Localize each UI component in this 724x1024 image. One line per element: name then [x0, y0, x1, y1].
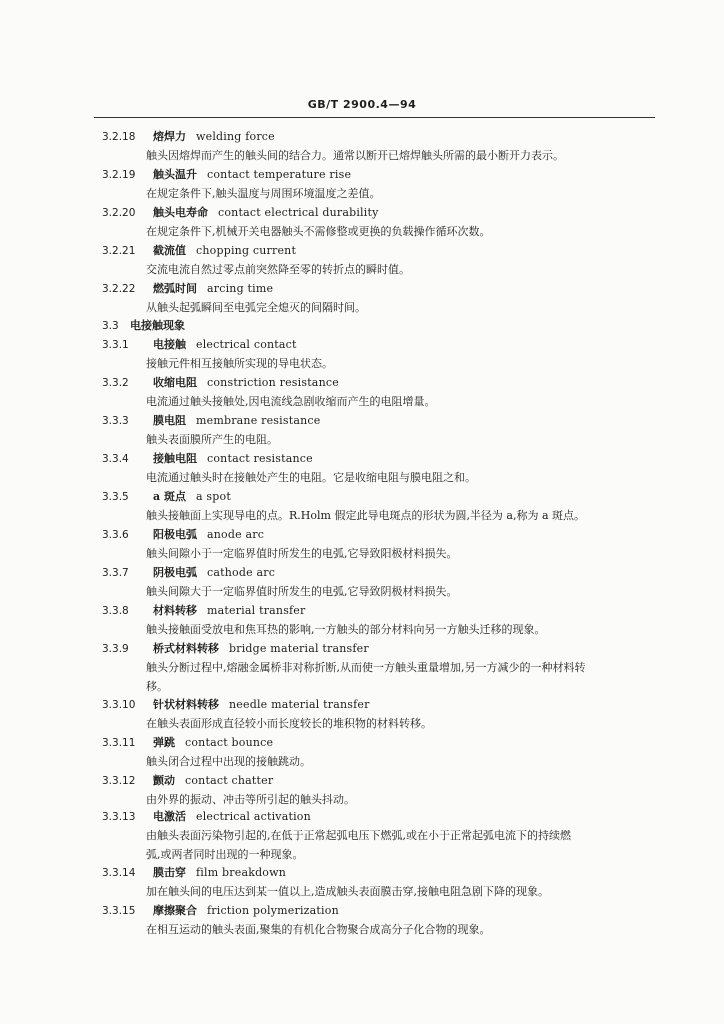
definition-line [0, 224, 724, 240]
term-heading [0, 809, 724, 825]
term-number: 3.2.18 [102, 131, 136, 143]
term-number: 3.3.6 [102, 529, 129, 541]
definition-line [0, 508, 724, 524]
term-chinese: 电接触现象 [130, 319, 185, 332]
term-heading [0, 281, 724, 297]
term-definition: 触头间隙大于一定临界值时所发生的电弧,它导致阴极材料损失。 [146, 585, 458, 598]
term-definition: 从触头起弧瞬间至电弧完全熄灭的间隔时间。 [146, 301, 366, 314]
term-number: 3.3.10 [102, 699, 136, 711]
term-chinese: 针状材料转移 [153, 698, 219, 711]
term-english: cathode arc [207, 566, 276, 579]
term-english: contact resistance [207, 452, 313, 465]
header-rule [94, 117, 655, 118]
term-number: 3.3.1 [102, 339, 129, 351]
term-chinese: 膜电阻 [153, 414, 186, 427]
term-english: membrane resistance [196, 414, 321, 427]
term-heading [0, 697, 724, 713]
term-number: 3.3.14 [102, 867, 136, 879]
term-heading [0, 527, 724, 543]
definition-line [0, 584, 724, 600]
term-english: chopping current [196, 244, 297, 257]
term-english: material transfer [207, 604, 306, 617]
term-number: 3.3 [102, 320, 119, 332]
term-heading [0, 565, 724, 581]
term-definition: 在规定条件下,机械开关电器触头不需修整或更换的负载操作循环次数。 [146, 225, 491, 238]
term-heading [0, 243, 724, 259]
term-definition: 触头表面膜所产生的电阻。 [146, 433, 278, 446]
term-chinese: 电接触 [153, 338, 186, 351]
term-chinese: 接触电阻 [153, 452, 197, 465]
term-definition: 由触头表面污染物引起的,在低于正常起弧电压下燃弧,或在小于正常起弧电流下的持续燃 [146, 829, 571, 842]
term-english: arcing time [207, 282, 274, 295]
term-number: 3.3.13 [102, 811, 136, 823]
term-number: 3.3.4 [102, 453, 129, 465]
term-definition: 交流电流自然过零点前突然降至零的转折点的瞬时值。 [146, 263, 410, 276]
term-chinese: 材料转移 [153, 604, 197, 617]
term-chinese: 桥式材料转移 [153, 642, 219, 655]
term-heading [0, 603, 724, 619]
term-definition: 在触头表面形成直径较小而长度较长的堆积物的材料转移。 [146, 717, 432, 730]
term-english: anode arc [207, 528, 265, 541]
term-english: needle material transfer [229, 698, 370, 711]
term-chinese: 颤动 [153, 774, 175, 787]
term-chinese: 截流值 [153, 244, 186, 257]
definition-line [0, 922, 724, 938]
term-definition: 触头因熔焊而产生的触头间的结合力。通常以断开已熔焊触头所需的最小断开力表示。 [146, 149, 564, 162]
term-chinese: 阴极电弧 [153, 566, 197, 579]
term-english: friction polymerization [207, 904, 339, 917]
term-english: contact electrical durability [218, 206, 379, 219]
term-definition: 触头间隙小于一定临界值时所发生的电弧,它导致阳极材料损失。 [146, 547, 458, 560]
term-english: contact chatter [185, 774, 274, 787]
definition-line [0, 470, 724, 486]
term-chinese: 熔焊力 [153, 130, 186, 143]
definition-line [0, 300, 724, 316]
term-chinese: 阳极电弧 [153, 528, 197, 541]
term-chinese: 电激活 [153, 810, 186, 823]
term-definition: 电流通过触头接触处,因电流线急剧收缩而产生的电阻增量。 [146, 395, 436, 408]
term-definition: 接触元件相互接触所实现的导电状态。 [146, 357, 333, 370]
term-number: 3.3.2 [102, 377, 129, 389]
term-chinese: 收缩电阻 [153, 376, 197, 389]
definition-line [0, 679, 724, 695]
definition-line [0, 356, 724, 372]
term-definition: 触头分断过程中,熔融金属桥非对称折断,从而使一方触头重量增加,另一方减少的一种材料转 [146, 661, 586, 674]
term-number: 3.3.12 [102, 775, 136, 787]
term-heading [0, 865, 724, 881]
definition-line [0, 660, 724, 676]
definition-line [0, 262, 724, 278]
term-number: 3.2.21 [102, 245, 136, 257]
term-heading [0, 641, 724, 657]
term-number: 3.3.5 [102, 491, 129, 503]
definition-line [0, 828, 724, 844]
term-definition: 电流通过触头时在接触处产生的电阻。它是收缩电阻与膜电阻之和。 [146, 471, 476, 484]
term-chinese: a 斑点 [153, 490, 186, 503]
term-chinese: 触头电寿命 [153, 206, 208, 219]
definition-line [0, 792, 724, 808]
term-chinese: 膜击穿 [153, 866, 186, 879]
term-english: contact bounce [185, 736, 274, 749]
term-definition: 在相互运动的触头表面,聚集的有机化合物聚合成高分子化合物的现象。 [146, 923, 491, 936]
term-definition: 移。 [146, 680, 168, 693]
definition-line [0, 884, 724, 900]
term-number: 3.3.7 [102, 567, 129, 579]
definition-line [0, 394, 724, 410]
term-number: 3.3.15 [102, 905, 136, 917]
term-definition: 弧,或两者同时出现的一种现象。 [146, 848, 304, 861]
term-english: electrical contact [196, 338, 297, 351]
term-heading [0, 129, 724, 145]
definition-line [0, 622, 724, 638]
term-definition: 触头接触面受放电和焦耳热的影响,一方触头的部分材料向另一方触头迁移的现象。 [146, 623, 546, 636]
term-heading [0, 413, 724, 429]
term-english: contact temperature rise [207, 168, 352, 181]
term-heading [0, 451, 724, 467]
term-chinese: 触头温升 [153, 168, 197, 181]
term-heading [0, 489, 724, 505]
definition-line [0, 148, 724, 164]
term-heading [0, 903, 724, 919]
term-english: bridge material transfer [229, 642, 369, 655]
term-heading [0, 773, 724, 789]
definition-line [0, 546, 724, 562]
term-number: 3.3.9 [102, 643, 129, 655]
term-english: welding force [196, 130, 275, 143]
term-number: 3.2.20 [102, 207, 136, 219]
section-heading [0, 318, 724, 334]
definition-line [0, 186, 724, 202]
term-number: 3.3.8 [102, 605, 129, 617]
definition-line [0, 432, 724, 448]
term-english: electrical activation [196, 810, 311, 823]
term-chinese: 燃弧时间 [153, 282, 197, 295]
term-heading [0, 167, 724, 183]
term-english: film breakdown [196, 866, 287, 879]
term-number: 3.3.11 [102, 737, 136, 749]
term-definition: 由外界的振动、冲击等所引起的触头抖动。 [146, 793, 355, 806]
term-chinese: 弹跳 [153, 736, 175, 749]
term-english: constriction resistance [207, 376, 339, 389]
term-number: 3.3.3 [102, 415, 129, 427]
term-heading [0, 375, 724, 391]
term-definition: 在规定条件下,触头温度与周围环境温度之差值。 [146, 187, 381, 200]
term-english: a spot [195, 490, 231, 503]
term-number: 3.2.19 [102, 169, 136, 181]
page-header: GB/T 2900.4—94 [307, 98, 417, 111]
term-heading [0, 337, 724, 353]
term-heading [0, 735, 724, 751]
definition-line [0, 716, 724, 732]
term-chinese: 摩擦聚合 [153, 904, 197, 917]
term-definition: 触头接触面上实现导电的点。R.Holm 假定此导电斑点的形状为圆,半径为 a,称为 a 斑点。 [146, 509, 586, 522]
definition-line [0, 847, 724, 863]
definition-line [0, 754, 724, 770]
term-number: 3.2.22 [102, 283, 136, 295]
term-heading [0, 205, 724, 221]
term-definition: 加在触头间的电压达到某一值以上,造成触头表面膜击穿,接触电阻急剧下降的现象。 [146, 885, 549, 898]
term-definition: 触头闭合过程中出现的接触跳动。 [146, 755, 311, 768]
